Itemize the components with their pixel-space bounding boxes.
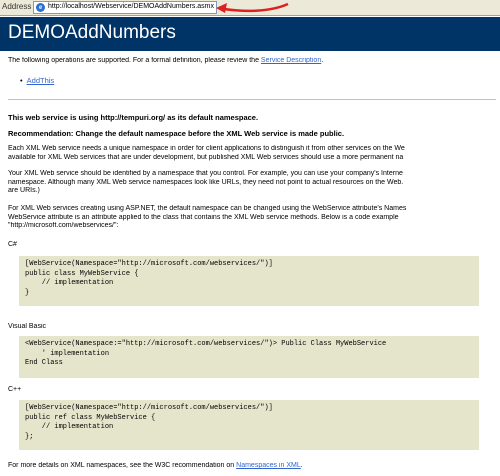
para1-line: Each XML Web service needs a unique namespace in order for client applications to distinguish it from other services on the We	[8, 145, 405, 152]
address-label: Address	[2, 2, 32, 11]
para2-line: are URIs.)	[8, 187, 40, 194]
address-url: http://localhost/Webservice/DEMOAddNumbers.asmx	[48, 3, 214, 10]
csharp-code-block: [WebService(Namespace="http://microsoft.com/webservices/")] public class MyWebService { // implementation }	[19, 256, 479, 306]
vb-code-block: <WebService(Namespace:="http://microsoft.com/webservices/")> Public Class MyWebService ' implementation End Class	[19, 336, 479, 378]
cpp-label: C++	[8, 386, 22, 393]
address-input[interactable]	[33, 1, 217, 14]
intro-suffix: .	[321, 57, 324, 64]
csharp-label: C#	[8, 241, 17, 248]
para2-line: Your XML Web service should be identified by a namespace that you control. For example, you can use your company's Interne	[8, 170, 403, 177]
bullet-icon: •	[20, 76, 23, 85]
recommendation-heading: Recommendation: Change the default namespace before the XML Web service is made public.	[8, 130, 345, 138]
namespaces-in-xml-link[interactable]: Namespaces in XML	[236, 462, 301, 469]
service-description-link[interactable]: Service Description	[260, 57, 322, 64]
footer-text	[8, 462, 303, 471]
paragraph-aspnet-namespace	[8, 205, 500, 231]
intro-prefix: The following operations are supported. For a formal definition, please review the	[8, 57, 261, 64]
namespace-heading: This web service is using http://tempuri.org/ as its default namespace.	[8, 114, 259, 122]
paragraph-unique-namespace	[8, 145, 500, 162]
divider	[8, 99, 496, 100]
operation-link-addthis[interactable]: AddThis	[26, 76, 55, 85]
para2-line: namespace. Although many XML Web service namespaces look like URLs, they need not point to actual resources on the Web.	[8, 178, 404, 186]
intro-text	[8, 57, 323, 66]
para3-line: WebService attribute is an attribute applied to the class that contains the XML Web service methods. Below is a code example	[8, 213, 399, 221]
para1-line: available for XML Web services that are under development, but published XML Web services should use a more permanent na	[8, 153, 404, 161]
operations-list	[20, 76, 54, 85]
paragraph-identify-namespace	[8, 170, 500, 196]
para3-line: For XML Web services creating using ASP.NET, the default namespace can be changed using the WebService attribute's Names	[8, 205, 407, 212]
vb-label: Visual Basic	[8, 323, 47, 330]
footer-suffix: .	[300, 462, 303, 469]
annotation-arrow-icon	[210, 0, 290, 16]
footer-prefix: For more details on XML namespaces, see the W3C recommendation on	[8, 462, 237, 469]
page-title: DEMOAddNumbers	[8, 22, 176, 43]
para3-line: "http://microsoft.com/webservices/":	[8, 222, 119, 229]
cpp-code-block: [WebService(Namespace="http://microsoft.com/webservices/")] public ref class MyWebService { // implementation };	[19, 400, 479, 450]
service-title-banner	[0, 17, 500, 51]
ie-page-icon: e	[36, 3, 45, 12]
